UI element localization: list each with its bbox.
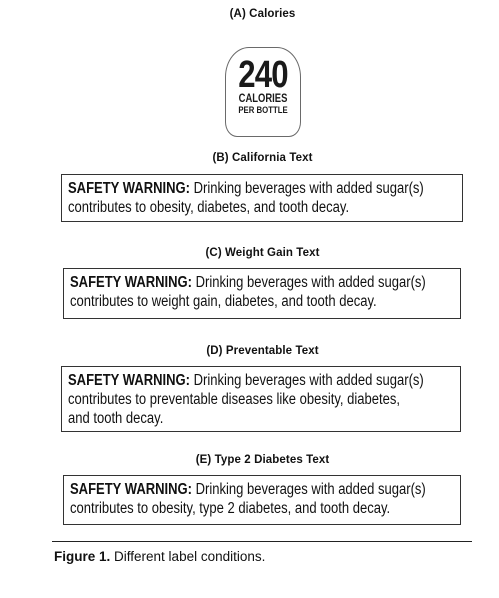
warning-line-2: contributes to preventable diseases like obesity, diabetes, <box>68 391 400 408</box>
warning-lead: SAFETY WARNING: <box>68 372 191 389</box>
warning-lead: SAFETY WARNING: <box>70 274 193 291</box>
warning-box-california <box>61 174 463 222</box>
warning-box-preventable <box>61 366 461 432</box>
figure-caption-text: Different label conditions. <box>114 549 266 564</box>
calorie-number: 240 <box>238 54 288 96</box>
caption-california-text: (B) California Text <box>212 152 313 164</box>
warning-lead: SAFETY WARNING: <box>68 180 191 197</box>
warning-box-type2-diabetes <box>63 475 461 525</box>
caption-preventable-text: (D) Preventable Text <box>206 345 319 357</box>
warning-line-2: contributes to obesity, diabetes, and tooth decay. <box>68 199 350 216</box>
warning-line-1 <box>68 179 424 198</box>
warning-line-1-rest: Drinking beverages with added sugar(s) <box>192 481 426 498</box>
warning-line-2: contributes to obesity, type 2 diabetes, and tooth decay. <box>70 500 391 517</box>
caption-calories: (A) Calories <box>229 8 296 20</box>
warning-line-1-rest: Drinking beverages with added sugar(s) <box>192 274 426 291</box>
warning-line-1-rest: Drinking beverages with added sugar(s) <box>190 372 424 389</box>
caption-weight-gain-text: (C) Weight Gain Text <box>205 247 320 259</box>
figure-caption <box>54 549 265 564</box>
warning-line-3: and tooth decay. <box>68 410 164 427</box>
warning-line-1 <box>70 273 426 292</box>
warning-line-1 <box>70 480 426 499</box>
warning-line-1 <box>68 371 424 390</box>
caption-type2-diabetes-text: (E) Type 2 Diabetes Text <box>195 454 330 466</box>
warning-lead: SAFETY WARNING: <box>70 481 193 498</box>
warning-line-2: contributes to weight gain, diabetes, and tooth decay. <box>70 293 377 310</box>
calorie-per-bottle: PER BOTTLE <box>238 105 288 116</box>
figure-label: Figure 1. <box>54 549 111 564</box>
warning-box-weight-gain <box>63 268 461 319</box>
calorie-badge <box>225 47 301 137</box>
caption-divider <box>52 541 472 542</box>
warning-line-1-rest: Drinking beverages with added sugar(s) <box>190 180 424 197</box>
calorie-unit: CALORIES <box>238 93 288 105</box>
